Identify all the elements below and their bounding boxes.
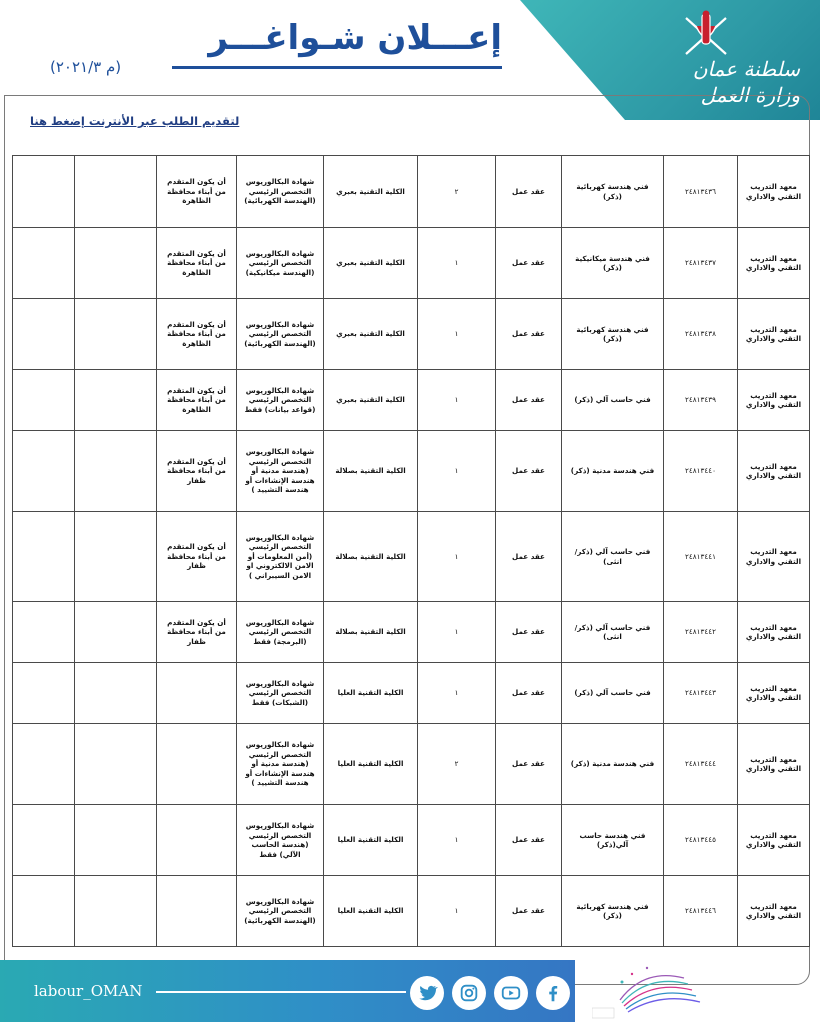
contract-type-cell: عقد عمل [496,228,562,299]
job-title-cell: فني هندسة حاسب آلي(ذكر) [562,805,664,876]
empty-cell [75,299,157,370]
workplace-cell: الكلية التقنية بعبري [324,156,418,228]
vacancy-count-cell: ١ [418,876,496,947]
vacancy-code-cell: ٢٤٨١٣٤٤٥ [664,805,738,876]
qualification-cell: شهادة البكالوريوس التخصص الرئيسي (هندسة مدنية أو هندسة الإنشاءات أو هندسة التشييد ) [237,724,324,805]
footer-divider [156,991,406,993]
institute-cell: معهد التدريب التقني والاداري [738,512,810,602]
youtube-icon[interactable] [494,976,528,1010]
institute-cell: معهد التدريب التقني والاداري [738,370,810,431]
vacancy-count-cell: ١ [418,299,496,370]
contract-type-cell: عقد عمل [496,156,562,228]
table-row [13,805,810,876]
vacancy-count-cell: ١ [418,228,496,299]
condition-cell [157,663,237,724]
vacancies-table [12,155,809,947]
empty-cell [13,299,75,370]
job-title-cell: فني هندسة مدنية (ذكر) [562,431,664,512]
empty-cell [13,724,75,805]
empty-cell [13,663,75,724]
vacancy-code-cell: ٢٤٨١٣٤٣٦ [664,156,738,228]
qualification-cell: شهادة البكالوريوس التخصص الرئيسي (هندسة مدنية أو هندسة الإنشاءات أو هندسة التشييد ) [237,431,324,512]
qualification-cell: شهادة البكالوريوس التخصص الرئيسي (الشبكات) فقط [237,663,324,724]
workplace-cell: الكلية التقنية بصلالة [324,431,418,512]
vacancy-count-cell: ٢ [418,156,496,228]
ministry-line-1: سلطنة عمان [692,57,800,81]
table-row [13,431,810,512]
empty-cell [75,602,157,663]
institute-cell: معهد التدريب التقني والاداري [738,156,810,228]
empty-cell [75,876,157,947]
institute-cell: معهد التدريب التقني والاداري [738,299,810,370]
workplace-cell: الكلية التقنية بعبري [324,299,418,370]
announcement-date: (م ٢٠٢١/٣) [50,58,122,76]
qualification-cell: شهادة البكالوريوس التخصص الرئيسي (قواعد بيانات) فقط [237,370,324,431]
table-row [13,876,810,947]
workplace-cell: الكلية التقنية العليا [324,876,418,947]
condition-cell: أن يكون المتقدم من أبناء محافظة الظاهرة [157,299,237,370]
empty-cell [75,431,157,512]
job-title-cell: فني هندسة كهربائية (ذكر) [562,299,664,370]
qualification-cell: شهادة البكالوريوس التخصص الرئيسي (الهندسة الكهربائية) [237,299,324,370]
vacancy-count-cell: ١ [418,370,496,431]
contract-type-cell: عقد عمل [496,805,562,876]
institute-cell: معهد التدريب التقني والاداري [738,602,810,663]
page-header [0,0,820,107]
empty-cell [75,724,157,805]
qualification-cell: شهادة البكالوريوس التخصص الرئيسي (هندسة الحاسب الآلي) فقط [237,805,324,876]
vacancy-code-cell: ٢٤٨١٣٤٣٩ [664,370,738,431]
table-row [13,512,810,602]
job-title-cell: فني هندسة ميكانيكية (ذكر) [562,228,664,299]
empty-cell [13,602,75,663]
instagram-icon[interactable] [452,976,486,1010]
vacancy-count-cell: ١ [418,602,496,663]
table-row [13,228,810,299]
vacancy-code-cell: ٢٤٨١٣٤٤٣ [664,663,738,724]
qualification-cell: شهادة البكالوريوس التخصص الرئيسي (الهندسة ميكانيكية) [237,228,324,299]
job-title-cell: فني هندسة كهربائية (ذكر) [562,156,664,228]
job-title-cell: فني حاسب آلي (ذكر/ انثى) [562,602,664,663]
page-title: إعـــلان شـواغـــر [208,18,502,58]
vacancy-code-cell: ٢٤٨١٣٤٤٢ [664,602,738,663]
vacancy-count-cell: ١ [418,431,496,512]
table-row [13,724,810,805]
empty-cell [13,512,75,602]
condition-cell [157,724,237,805]
condition-cell: أن يكون المتقدم من أبناء محافظة ظفار [157,602,237,663]
vacancy-count-cell: ١ [418,512,496,602]
table-row [13,370,810,431]
workplace-cell: الكلية التقنية العليا [324,724,418,805]
empty-cell [13,228,75,299]
condition-cell: أن يكون المتقدم من أبناء محافظة الظاهرة [157,228,237,299]
contract-type-cell: عقد عمل [496,602,562,663]
institute-cell: معهد التدريب التقني والاداري [738,724,810,805]
workplace-cell: الكلية التقنية بصلالة [324,512,418,602]
job-title-cell: فني هندسة كهربائية (ذكر) [562,876,664,947]
vacancy-count-cell: ١ [418,663,496,724]
condition-cell: أن يكون المتقدم من أبناء محافظة ظفار [157,431,237,512]
vacancy-code-cell: ٢٤٨١٣٤٤٤ [664,724,738,805]
facebook-icon[interactable] [536,976,570,1010]
qualification-cell: شهادة البكالوريوس التخصص الرئيسي (البرمجة) فقط [237,602,324,663]
institute-cell: معهد التدريب التقني والاداري [738,805,810,876]
job-title-cell: فني حاسب آلي (ذكر/ انثى) [562,512,664,602]
workplace-cell: الكلية التقنية العليا [324,663,418,724]
contract-type-cell: عقد عمل [496,512,562,602]
contract-type-cell: عقد عمل [496,724,562,805]
empty-cell [75,663,157,724]
institute-cell: معهد التدريب التقني والاداري [738,876,810,947]
vacancy-count-cell: ١ [418,805,496,876]
empty-cell [13,370,75,431]
contract-type-cell: عقد عمل [496,299,562,370]
condition-cell: أن يكون المتقدم من أبناء محافظة ظفار [157,512,237,602]
ministry-line-2: وزارة العمل [700,83,800,107]
table-row [13,602,810,663]
institute-cell: معهد التدريب التقني والاداري [738,431,810,512]
empty-cell [75,228,157,299]
contract-type-cell: عقد عمل [496,663,562,724]
workplace-cell: الكلية التقنية بعبري [324,228,418,299]
empty-cell [75,805,157,876]
condition-cell [157,876,237,947]
empty-cell [75,156,157,228]
vacancy-code-cell: ٢٤٨١٣٤٤٦ [664,876,738,947]
institute-cell: معهد التدريب التقني والاداري [738,663,810,724]
qualification-cell: شهادة البكالوريوس التخصص الرئيسي (أمن المعلومات أو الامن الالكتروني او الامن السيبراني ) [237,512,324,602]
contract-type-cell: عقد عمل [496,431,562,512]
social-handle[interactable]: labour_OMAN [34,982,143,1000]
condition-cell: أن يكون المتقدم من أبناء محافظة الظاهرة [157,156,237,228]
twitter-icon[interactable] [410,976,444,1010]
qualification-cell: شهادة البكالوريوس التخصص الرئيسي (الهندسة الكهربائية) [237,876,324,947]
empty-cell [13,805,75,876]
empty-cell [13,156,75,228]
vacancy-code-cell: ٢٤٨١٣٤٤١ [664,512,738,602]
vacancy-code-cell: ٢٤٨١٣٤٣٧ [664,228,738,299]
vacancy-code-cell: ٢٤٨١٣٤٣٨ [664,299,738,370]
job-title-cell: فني حاسب آلي (ذكر) [562,663,664,724]
empty-cell [75,512,157,602]
workplace-cell: الكلية التقنية العليا [324,805,418,876]
contract-type-cell: عقد عمل [496,370,562,431]
job-title-cell: فني حاسب آلي (ذكر) [562,370,664,431]
workplace-cell: الكلية التقنية بعبري [324,370,418,431]
oman-vision-2040-logo [592,960,712,1020]
contract-type-cell: عقد عمل [496,876,562,947]
apply-online-link[interactable]: لتقديم الطلب عبر الأنترنت إضغط هنا [30,114,240,128]
table-row [13,299,810,370]
title-underline [172,66,502,69]
condition-cell [157,805,237,876]
empty-cell [75,370,157,431]
empty-cell [13,431,75,512]
job-title-cell: فني هندسة مدنية (ذكر) [562,724,664,805]
table-row [13,663,810,724]
institute-cell: معهد التدريب التقني والاداري [738,228,810,299]
qualification-cell: شهادة البكالوريوس التخصص الرئيسي (الهندسة الكهربائية) [237,156,324,228]
vacancy-code-cell: ٢٤٨١٣٤٤٠ [664,431,738,512]
table-row [13,156,810,228]
condition-cell: أن يكون المتقدم من أبناء محافظة الظاهرة [157,370,237,431]
vacancy-count-cell: ٢ [418,724,496,805]
workplace-cell: الكلية التقنية بصلالة [324,602,418,663]
empty-cell [13,876,75,947]
